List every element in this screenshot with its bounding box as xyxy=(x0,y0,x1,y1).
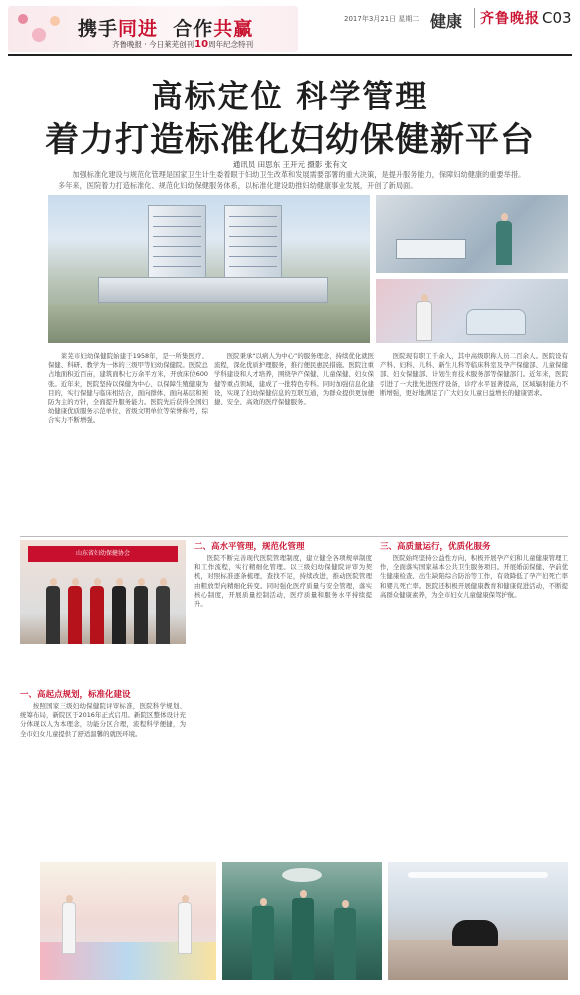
surgeon-figure xyxy=(334,908,356,980)
article-column-4: 一、高起点规划，标准化建设 按照国家三级妇幼保健院评审标准，医院科学规划、统筹布局，新院区于2016年正式启用。新院区整体设计充分体现以人为本理念，功能分区合理，流程科学便捷，为全市妇女儿童提供了舒适温馨的就医环境。 xyxy=(20,690,186,738)
flower-icon xyxy=(18,14,28,24)
surgery-photo xyxy=(222,862,382,980)
lobby-photo xyxy=(388,862,568,980)
lobby-floor xyxy=(388,940,568,980)
banner-subtitle: 齐鲁晚报 · 今日莱芜创刊10周年纪念特刊 xyxy=(112,39,254,50)
article-column-1: 莱芜市妇幼保健院始建于1958年，是一所集医疗、保健、科研、教学为一体的三级甲等妇幼保健院。医院总占地面积近百亩，建筑面积七万余平方米，开放床位600张。近年来，医院坚持以保健为中心、以保障生殖健康为目的，实行保健与临床相结合，面向群体、面向基层和预防为主的方针，全面提升服务能力。医院先后获得全国妇幼健康优质服务示范单位、省级文明单位等荣誉称号，综合实力不断增强。 xyxy=(48,352,208,425)
award-ceremony-photo xyxy=(20,540,186,644)
attendee-figure xyxy=(46,586,60,644)
attendee-figure xyxy=(68,586,82,644)
article-column-2: 医院秉承“以病人为中心”的服务理念，持续优化就医流程，深化优质护理服务，推行便民惠民措施。医院注重学科建设和人才培养，围绕孕产保健、儿童保健、妇女保健等重点领域，建成了一批特色专科。同时加强信息化建设，实现了妇幼保健信息的互联互通，为群众提供更加便捷、安全、高效的医疗保健服务。 xyxy=(214,352,374,407)
subheading-3: 三、高质量运行，优质化服务 xyxy=(380,542,491,552)
ward-photo xyxy=(376,195,568,273)
tower-right xyxy=(224,205,282,283)
nurse-figure xyxy=(178,902,192,954)
lead-paragraph: 加强标准化建设与规范化管理是国家卫生计生委着眼于妇幼卫生改革和发展需要部署的重大决策，是提升服务能力，保障妇幼健康的重要举措。多年来，医院着力打造标准化、规范化妇幼保健服务体系，以标准化建设助推妇幼健康事业发展，开创了新局面。 xyxy=(58,170,526,190)
section-divider xyxy=(20,536,568,537)
masthead-rule xyxy=(8,54,572,56)
piano xyxy=(452,920,498,946)
flower-icon xyxy=(32,28,46,42)
anniversary-banner xyxy=(8,6,298,52)
flower-icon xyxy=(50,16,60,26)
bed xyxy=(396,239,466,259)
nurse-figure xyxy=(496,221,512,265)
surgeon-figure xyxy=(292,898,314,980)
article-column-6: 三、高质量运行，优质化服务 医院始终坚持公益性方向，积极开展孕产妇和儿童健康管理工作，全面落实国家基本公共卫生服务项目。开展婚前保健、孕前优生健康检查、出生缺陷综合防治等工作，有效降低了孕产妇死亡率和婴儿死亡率。医院还积极开展健康教育和健康促进活动，不断提高群众健康素养，为全市妇女儿童健康保驾护航。 xyxy=(380,542,568,599)
incubator xyxy=(466,309,526,335)
pediatric-ward-photo xyxy=(376,279,568,343)
banner-slogan: 携手同进 合作共赢 xyxy=(78,18,254,40)
article-column-3: 医院现有职工千余人，其中高级职称人员二百余人。医院设有产科、妇科、儿科、新生儿科等临床科室及孕产保健部、儿童保健部、妇女保健部、计划生育技术服务部等保健部门。近年来，医院引进了一大批先进医疗设备，诊疗水平显著提高，区域辐射能力不断增强，更好地满足了广大妇女儿童日益增长的健康需求。 xyxy=(380,352,568,397)
attendee-figure xyxy=(112,586,126,644)
page-number: C03 xyxy=(542,9,572,27)
stage-banner: 山东省妇幼保健协会 xyxy=(28,546,178,562)
hospital-building-photo xyxy=(48,195,370,343)
newspaper-logo: 齐鲁晚报 xyxy=(474,8,540,28)
surgical-lamp xyxy=(282,868,322,882)
subheading-2: 二、高水平管理，规范化管理 xyxy=(194,542,305,552)
nurse-figure xyxy=(416,301,432,341)
tower-left xyxy=(148,205,206,283)
attendee-figure xyxy=(156,586,170,644)
subheading-1: 一、高起点规划，标准化建设 xyxy=(20,690,131,700)
article-column-5: 二、高水平管理，规范化管理 医院不断完善现代医院管理制度，建立健全各项规章制度和工作流程，实行精细化管理。以三级妇幼保健院评审为契机，对照标准逐条梳理，查找不足，持续改进，推动医院管理由粗放型向精细化转变。同时强化医疗质量与安全管理，落实核心制度，开展质量控制活动，医疗质量和服务水平持续提升。 xyxy=(194,542,372,609)
playroom-photo xyxy=(40,862,216,980)
issue-date: 2017年3月21日 星期二 xyxy=(344,15,420,23)
ceiling-light xyxy=(408,872,548,878)
surgeon-figure xyxy=(252,906,274,980)
headline-line-2: 着力打造标准化妇幼保健新平台 xyxy=(45,120,535,160)
section-name: 健康 xyxy=(430,12,463,31)
attendee-figure xyxy=(134,586,148,644)
plaza xyxy=(48,305,370,343)
byline: 通讯员 田思东 王开元 摄影 张有文 xyxy=(232,160,348,169)
nurse-figure xyxy=(62,902,76,954)
headline-line-1: 高标定位 科学管理 xyxy=(151,79,429,115)
attendee-figure xyxy=(90,586,104,644)
podium-building xyxy=(98,277,328,303)
masthead xyxy=(0,0,580,58)
